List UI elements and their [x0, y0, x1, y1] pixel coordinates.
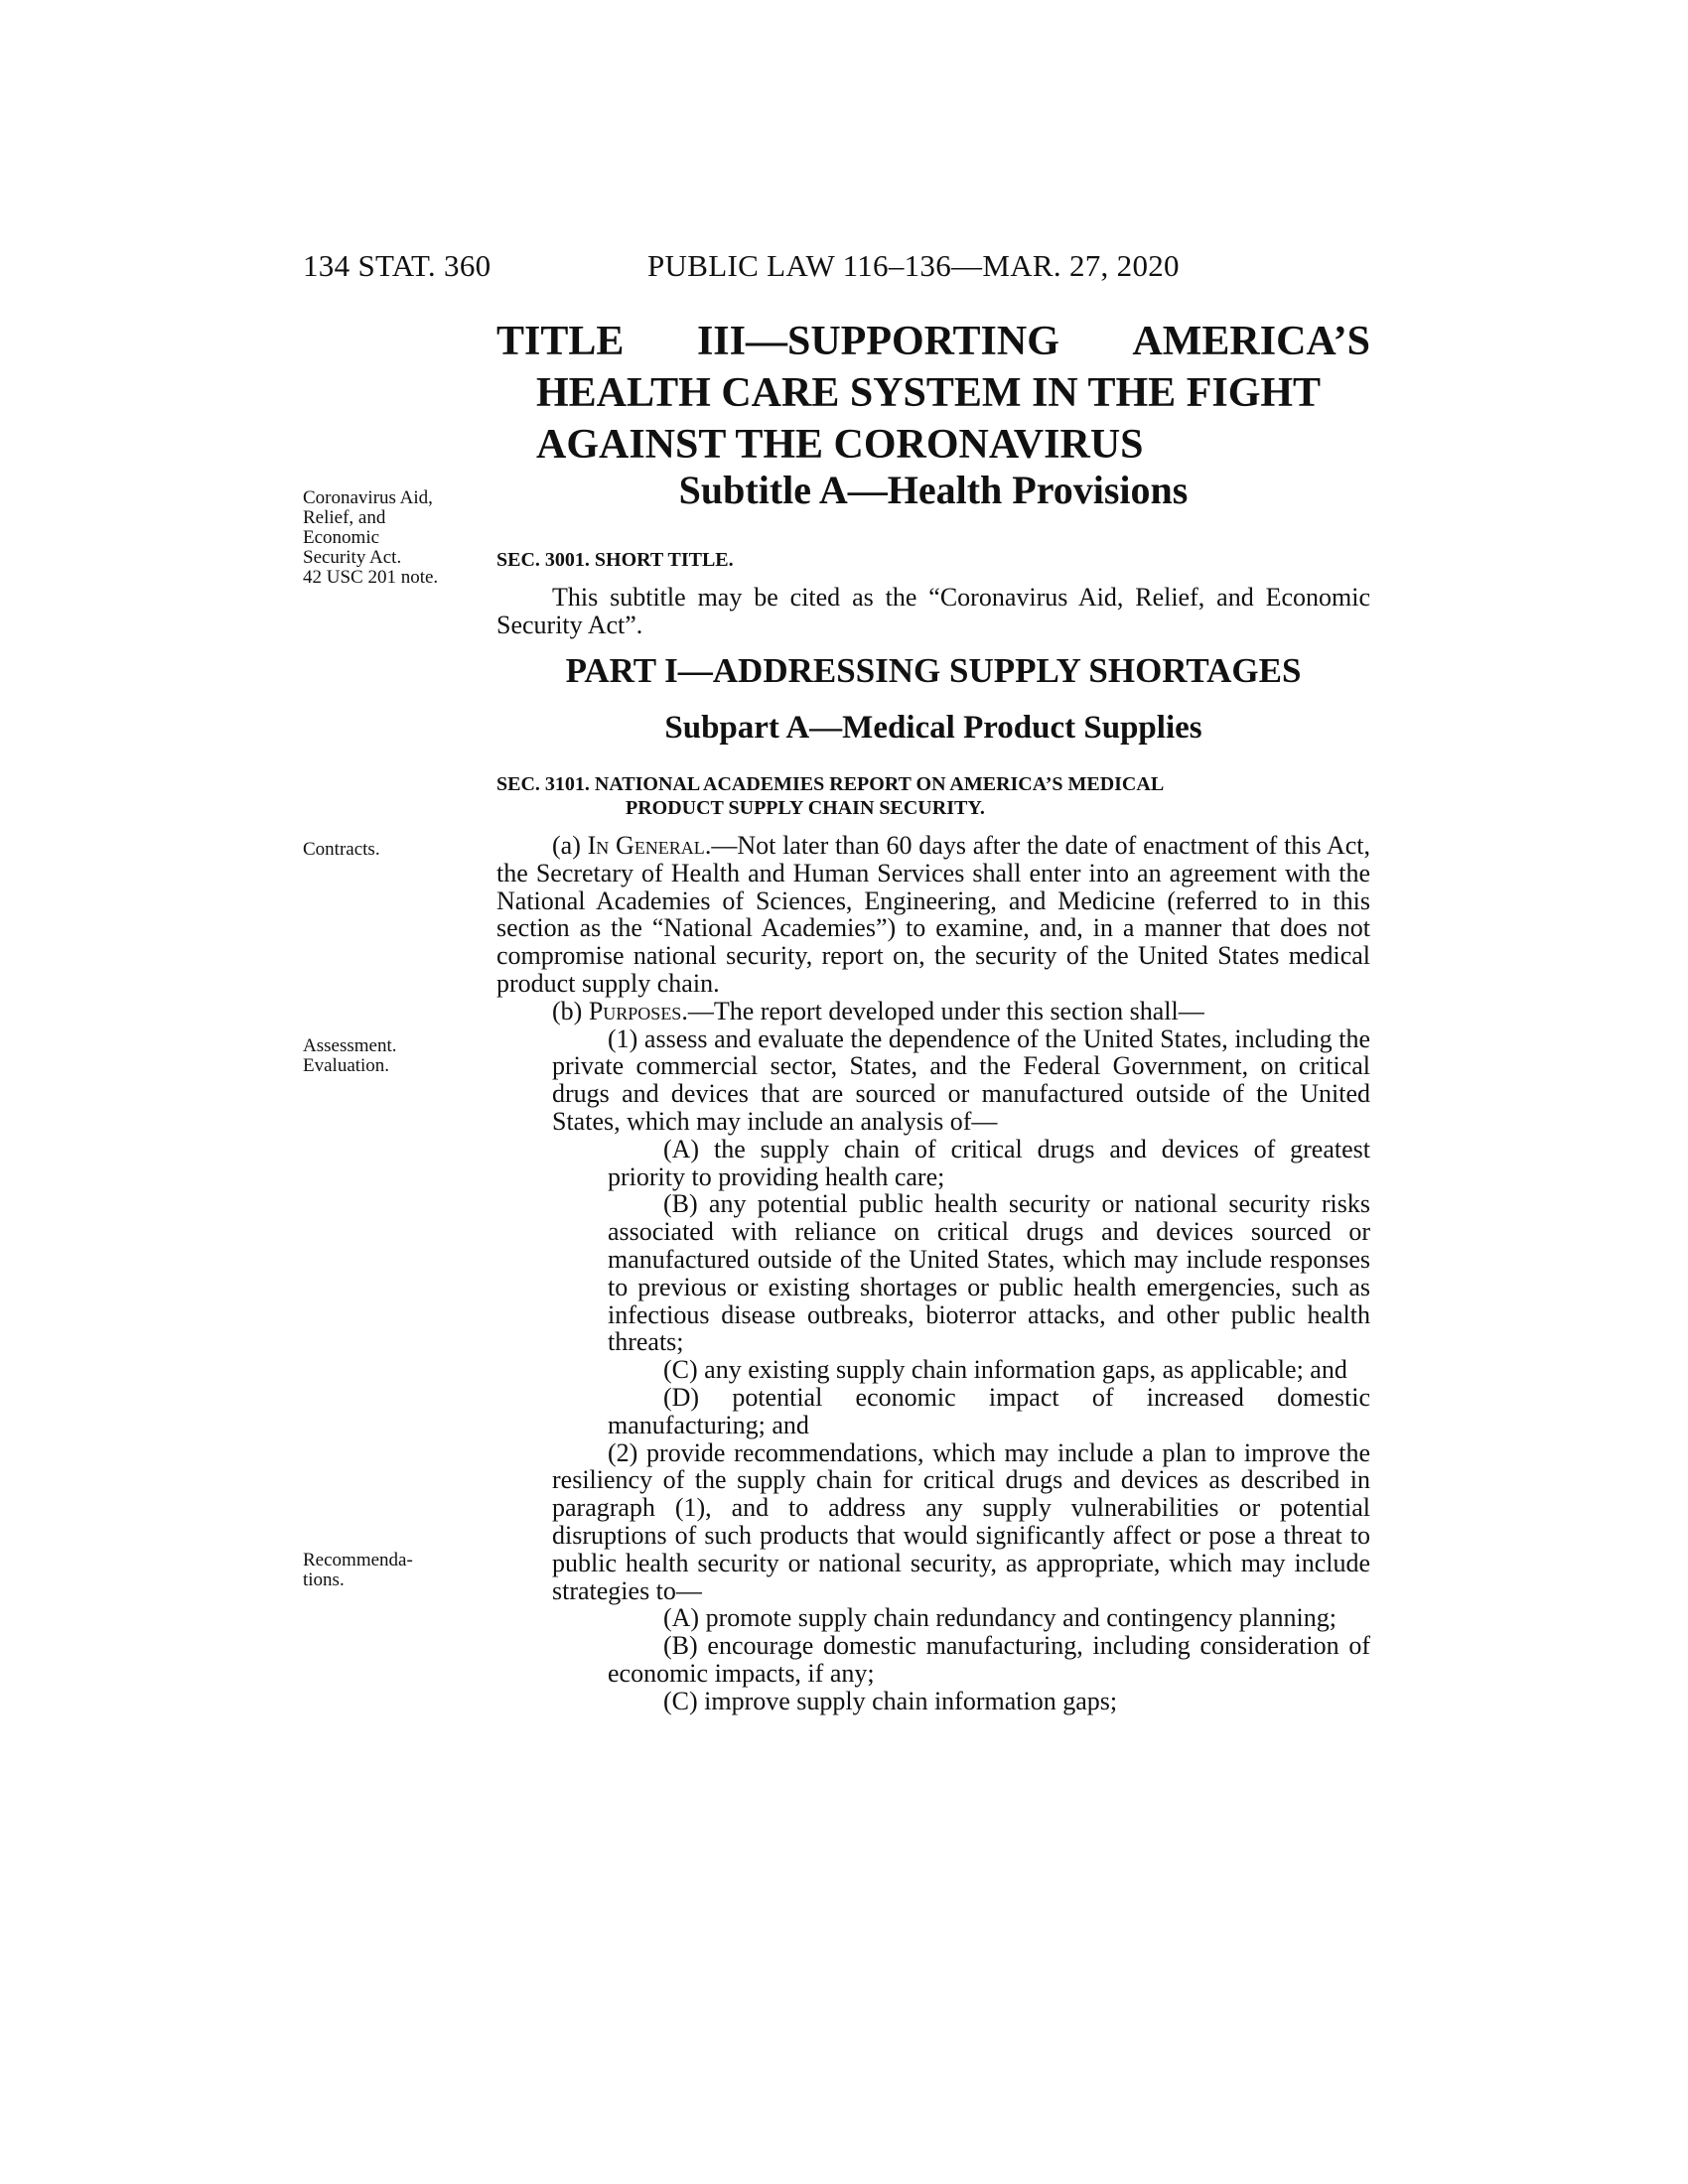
subsection-heading: In General: [587, 831, 705, 860]
margin-note-recommendations: [303, 1551, 482, 1590]
section-3001-heading: SEC. 3001. SHORT TITLE.: [496, 549, 734, 571]
margin-note-line: Contracts.: [303, 839, 380, 860]
section-3101-heading: [496, 772, 1370, 820]
subparagraph-1-a: (A) the supply chain of critical drugs and devices of greatest priority to providing health care;: [608, 1134, 1370, 1191]
page-stat-number: 134 STAT. 360: [303, 248, 492, 283]
subparagraph-1-b: (B) any potential public health security or national security risks associated with reliance on critical drugs and devices sourced or manufactured outside of the United States, which may include responses to previous or existing shortages or public health emergencies, such as infectious disease outbreaks, bioterror attacks, and other public health threats;: [608, 1189, 1370, 1357]
subsection-heading: Purposes: [588, 996, 682, 1025]
subparagraph-1-d: (D) potential economic impact of increased domestic manufacturing; and: [608, 1382, 1370, 1439]
section-3101-body: [496, 832, 1370, 1715]
margin-note-short-title: [303, 488, 482, 588]
margin-note-line: Evaluation.: [303, 1055, 390, 1076]
title-heading: [496, 316, 1370, 471]
margin-note-line: Economic: [303, 527, 380, 548]
subparagraph-1-c: (C) any existing supply chain information gaps, as applicable; and: [663, 1355, 1347, 1385]
part-heading: PART I—ADDRESSING SUPPLY SHORTAGES: [565, 651, 1302, 690]
margin-note-contracts: [303, 840, 482, 860]
margin-note-assessment: [303, 1036, 482, 1076]
margin-note-line: Coronavirus Aid,: [303, 487, 433, 508]
title-line-2: HEALTH CARE SYSTEM IN THE FIGHT: [536, 370, 1322, 416]
title-word: III—SUPPORTING: [696, 319, 1059, 364]
running-head-public-law: PUBLIC LAW 116–136—MAR. 27, 2020: [647, 248, 1180, 283]
title-word: TITLE: [496, 319, 625, 364]
subsection-label: (a): [552, 831, 588, 860]
section-3101-heading-line-2: PRODUCT SUPPLY CHAIN SECURITY.: [626, 797, 985, 819]
margin-note-line: Assessment.: [303, 1035, 397, 1056]
subparagraph-2-c: (C) improve supply chain information gaps;: [663, 1686, 1118, 1715]
subtitle-heading: Subtitle A—Health Provisions: [678, 468, 1189, 512]
subparagraph-2-b: (B) encourage domestic manufacturing, including consideration of economic impacts, if any;: [608, 1631, 1370, 1688]
subsection-text: .—The report developed under this section shall—: [681, 996, 1204, 1025]
section-3001-text: This subtitle may be cited as the “Coronavirus Aid, Relief, and Economic Security Act”.: [496, 583, 1370, 639]
subsection-label: (b): [552, 996, 589, 1025]
subsection-b: [496, 998, 1370, 1025]
margin-note-line: Security Act.: [303, 547, 402, 568]
margin-note-line: tions.: [303, 1570, 345, 1590]
section-3001-body: [496, 584, 1370, 639]
subparagraph-2-a: (A) promote supply chain redundancy and contingency planning;: [663, 1603, 1336, 1633]
section-3101-heading-line-1: SEC. 3101. NATIONAL ACADEMIES REPORT ON AMERICA’S MEDICAL: [496, 773, 1165, 795]
subsection-text: .—Not later than 60 days after the date of enactment of this Act, the Secretary of Health and Human Services shall enter into an agreement with the National Academies of Sciences, Engineering, and Medicine (referred to in this section as the “National Academies”) to examine, and, in a manner that does not compromise national security, report on, the security of the United States medical product supply chain.: [496, 831, 1370, 998]
title-word: AMERICA’S: [1132, 319, 1370, 364]
margin-note-line: Relief, and: [303, 507, 386, 528]
subsection-a: [496, 832, 1370, 998]
margin-note-line: 42 USC 201 note.: [303, 567, 439, 588]
paragraph-1: (1) assess and evaluate the dependence of the United States, including the private commercial sector, States, and the Federal Government, on critical drugs and devices that are sourced or manufactured outside of the United States, which may include an analysis of—: [552, 1024, 1370, 1136]
margin-note-line: Recommenda-: [303, 1550, 413, 1570]
subpart-heading: Subpart A—Medical Product Supplies: [664, 710, 1202, 746]
title-line-1: [496, 316, 1370, 367]
paragraph-2: (2) provide recommendations, which may include a plan to improve the resiliency of the supply chain for critical drugs and devices as described in paragraph (1), and to address any supply vulnerabilities or potential disruptions of such products that would significantly affect or pose a threat to public health security or national security, as appropriate, which may include strategies to—: [552, 1437, 1370, 1605]
title-line-3: AGAINST THE CORONAVIRUS: [536, 422, 1144, 468]
